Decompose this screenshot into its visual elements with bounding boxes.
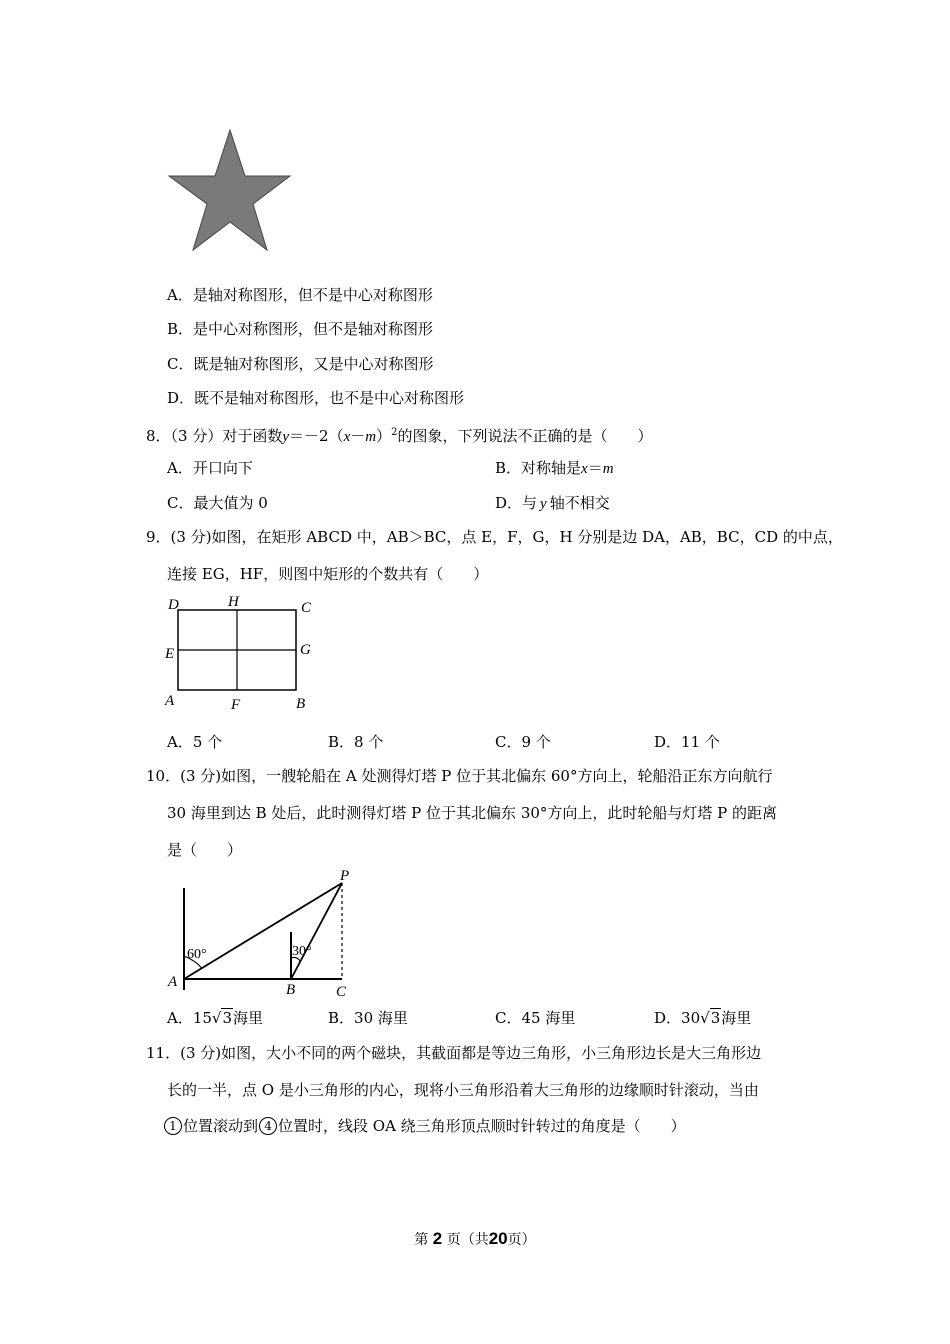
q11-mid-text: 位置滚动到	[183, 1117, 259, 1135]
q8-option-c: C．最大值为 0	[167, 494, 268, 512]
q9-option-d: D．11 个	[654, 733, 720, 751]
q11-circled-4: 4	[259, 1117, 277, 1135]
q8-stem-prefix: 8．（3 分）对于函数	[146, 427, 283, 445]
q8-option-b-prefix: B．对称轴是	[495, 459, 582, 477]
q9-rectangle-figure	[160, 590, 325, 715]
q8-close: ）	[376, 427, 392, 445]
q8-option-d-suffix: 轴不相交	[549, 494, 610, 512]
q9-option-c: C．9 个	[495, 733, 551, 751]
q9-option-b: B．8 个	[328, 733, 384, 751]
q10-option-a-radicand: 3	[222, 1009, 233, 1027]
q8-option-b	[495, 458, 614, 479]
q8-option-b-m: m	[602, 461, 614, 477]
q9-label-h: H	[228, 594, 239, 610]
q8-option-a: A．开口向下	[167, 459, 253, 477]
q10-option-a-prefix: A．15	[167, 1009, 212, 1027]
q10-label-p: P	[340, 868, 350, 884]
q10-option-d-radicand: 3	[710, 1009, 721, 1027]
q9-label-a: A	[165, 693, 175, 709]
q8-var-m: m	[365, 429, 377, 445]
q11-line-2: 长的一半，点 O 是小三角形的内心，现将小三角形沿着大三角形的边缘顺时针滚动，当由	[167, 1081, 759, 1099]
q10-option-d-sqrt: √3	[700, 1009, 721, 1027]
q10-option-a	[167, 1008, 263, 1028]
q10-option-c: C．45 海里	[495, 1009, 576, 1027]
q9-label-d: D	[168, 597, 179, 613]
q8-exponent: 2	[391, 427, 398, 438]
q10-segment-bp	[291, 883, 342, 979]
q10-bearing-figure	[162, 866, 362, 1000]
q11-line-3	[163, 1116, 686, 1136]
star-shape	[169, 130, 290, 250]
q8-eq: ＝－2（	[289, 427, 344, 445]
q9-label-c: C	[301, 600, 312, 616]
q10-option-d	[654, 1008, 751, 1028]
q8-var-x: x	[343, 429, 351, 445]
q8-option-b-eq: ＝	[587, 459, 603, 477]
q10-line-1: 10．(3 分)如图，一艘轮船在 A 处测得灯塔 P 位于其北偏东 60°方向上，轮船沿正东方向航行	[146, 767, 773, 785]
q9-label-f: F	[231, 697, 241, 713]
q8-option-d-prefix: D．与	[495, 494, 538, 512]
q8-minus: －	[350, 427, 366, 445]
q10-option-d-suffix: 海里	[721, 1009, 752, 1027]
q8-stem-suffix: 的图象，下列说法不正确的是（ ）	[397, 427, 653, 445]
q9-label-e: E	[165, 646, 175, 662]
q10-option-a-suffix: 海里	[233, 1009, 264, 1027]
footer-mid: 页（共	[446, 1232, 489, 1248]
q8-option-d-y: y	[540, 496, 547, 512]
q11-circled-1: 1	[164, 1117, 182, 1135]
q10-option-a-sqrt: √3	[211, 1009, 233, 1027]
footer-pre: 第	[414, 1232, 429, 1248]
q10-label-c: C	[336, 984, 347, 1000]
q10-option-d-prefix: D．30	[654, 1009, 701, 1027]
q10-label-60: 60°	[187, 947, 207, 962]
q10-segment-ap	[184, 883, 342, 979]
q8-option-b-x: x	[581, 461, 588, 477]
q10-option-b: B．30 海里	[328, 1009, 408, 1027]
q9-label-b: B	[296, 696, 306, 712]
q10-label-b: B	[286, 982, 296, 998]
q9-label-g: G	[300, 642, 311, 658]
footer-total-pages: 20	[488, 1229, 508, 1248]
q7-option-b: B．是中心对称图形，但不是轴对称图形	[167, 320, 434, 338]
q10-label-a: A	[168, 974, 178, 990]
star-figure	[165, 126, 295, 254]
q11-line-1: 11．(3 分)如图，大小不同的两个磁块，其截面都是等边三角形，小三角形边长是大三角形边	[146, 1044, 762, 1062]
q7-option-a: A．是轴对称图形，但不是中心对称图形	[167, 286, 433, 304]
footer-page-number: 2	[432, 1229, 443, 1248]
q10-line-2: 30 海里到达 B 处后，此时测得灯塔 P 位于其北偏东 30°方向上，此时轮船与灯塔 P 的距离	[167, 804, 778, 822]
q9-line-2: 连接 EG，HF，则图中矩形的个数共有（ ）	[167, 565, 489, 583]
q9-option-a: A．5 个	[167, 733, 223, 751]
footer-post: 页）	[507, 1232, 536, 1248]
q8-stem	[146, 423, 653, 447]
q7-option-d: D．既不是轴对称图形，也不是中心对称图形	[167, 389, 465, 407]
q9-line-1: 9．(3 分)如图，在矩形 ABCD 中，AB＞BC，点 E，F，G，H 分别是边 DA，AB，BC，CD 的中点，	[146, 528, 843, 546]
q10-label-30: 30°	[292, 944, 312, 959]
q8-option-d	[495, 493, 610, 514]
page-footer	[0, 1229, 950, 1250]
q11-line-3-rest: 位置时，线段 OA 绕三角形顶点顺时针转过的角度是（ ）	[278, 1117, 686, 1135]
q8-var-y: y	[282, 429, 290, 445]
q10-line-3: 是（ ）	[167, 841, 243, 859]
q7-option-c: C．既是轴对称图形，又是中心对称图形	[167, 355, 434, 373]
